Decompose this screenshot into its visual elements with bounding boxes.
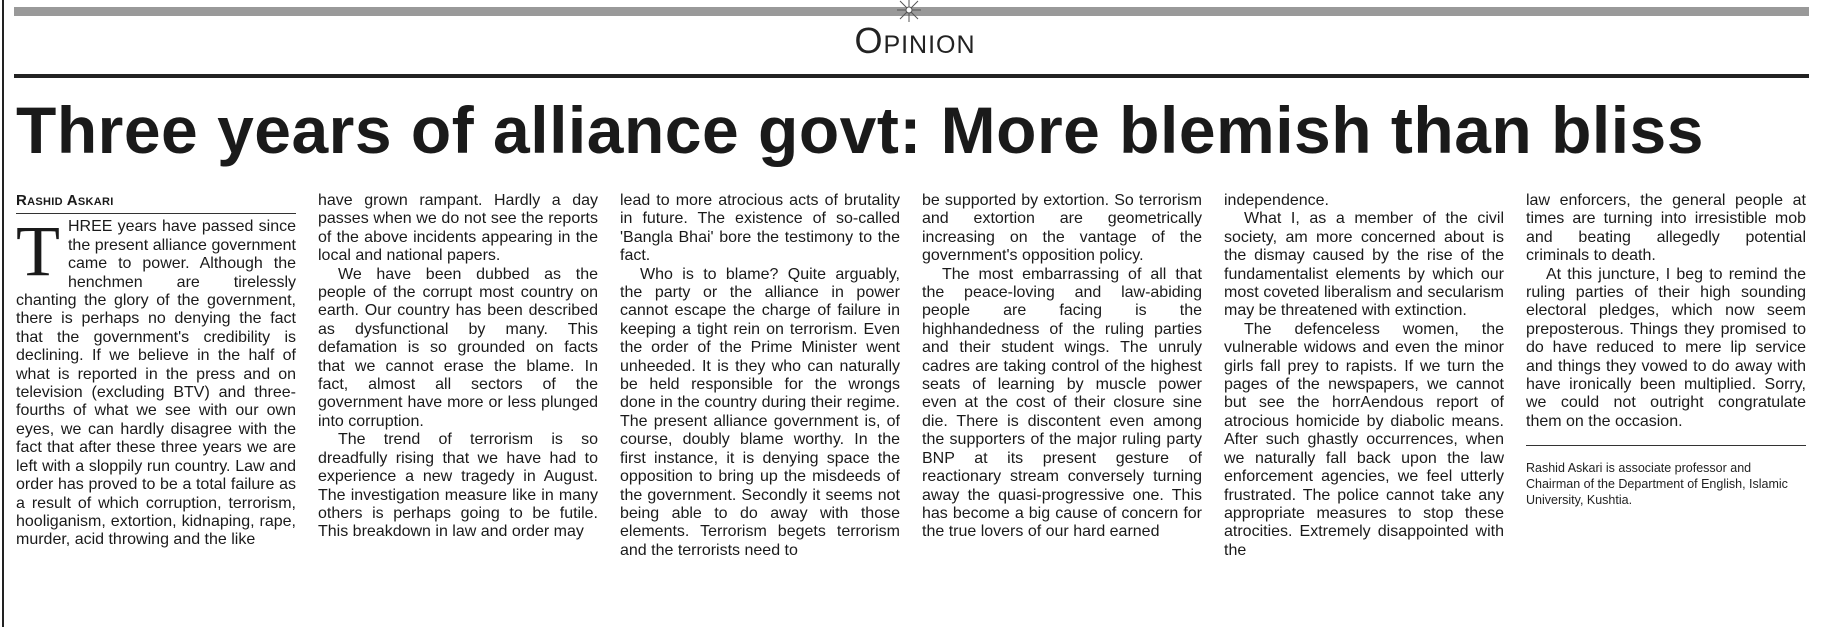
drop-cap: T [16,211,60,292]
author-bio: Rashid Askari is associate professor and Chairman of the Department of English, Islamic University, Kushtia. [1526,461,1788,508]
paragraph: What I, as a member of the civil society, am more concerned about is the dismay caused by the rise of the fundamentalist elements by which our most coveted liberalism and secularism may be threatened with extinction. [1224,210,1504,320]
paragraph: The trend of terrorism is so dreadfully rising that we have had to experience a new tragedy in August. The investigation measure like in many others is perhaps going to be futile. This breakdown in law and order may [318,431,598,541]
author-byline: Rashid Askari [16,192,296,214]
article-headline: Three years of alliance govt: More blemish than bliss [16,93,1704,167]
article-column-1 [16,192,296,550]
header-divider [14,74,1809,78]
page-left-border [2,0,4,627]
paragraph: HREE years have passed since the present alliance government came to power. Although the henchmen are tirelessly chanting the glory of the government, there is perhaps no denying the fact that the government's credibility is declining. If we believe in the half of what is reported in the press and on television (excluding BTV) and three-fourths of what we see with our own eyes, we can hardly disagree with the fact that after these three years we are left with a sloppily run country. Law and order has proved to be a total failure as a result of which corruption, terrorism, hooliganism, extortion, kidnaping, rape, murder, acid throwing and the like [16,218,296,549]
paragraph: independence. [1224,192,1329,209]
paragraph: Who is to blame? Quite arguably, the party or the alliance in power cannot escape the charge of failure in keeping a tight rein on terrorism. Even the order of the Prime Minister went unheeded. It is they who can naturally be held responsible for the wrongs done in the country during their regime. The present alliance government is, of course, doubly blame worthy. In the first instance, it is denying space the opposition to bring up the misdeeds of the government. Secondly it seems not being able to do away with those elements. Terrorism begets terrorism and the terrorists need to [620,265,900,559]
paragraph: lead to more atrocious acts of brutality in future. The existence of so-called 'Bangla Bhai' bore the testimony to the fact. [620,192,900,265]
paragraph: The most embarrassing of all that the peace-loving and law-abiding people are facing is the highhandedness of the ruling parties and their student wings. The unruly cadres are taking control of the highest seats of learning by muscle power even at the cost of their closure sine die. There is discontent even among the supporters of the major ruling party BNP at its present gesture of reactionary stream conversely turning away the quasi-progressive one. This has become a big cause of concern for the true lovers of our hard earned [922,265,1202,541]
paragraph: be supported by extortion. So terrorism and extortion are geometrically increasing on the vantage of the government's opposition policy. [922,192,1202,265]
paragraph: The defenceless women, the vulnerable widows and even the minor girls fall prey to rapists. If we turn the pages of the newspapers, we cannot but see the horrAendous report of atrocious homicide by diabolic means. After such ghastly occurrences, when we naturally fall back upon the law enforcement agencies, we feel utterly frustrated. The police cannot take any appropriate measures to stop these atrocities. Extremely disappointed with the [1224,320,1504,559]
article-column-6 [1526,192,1806,508]
article-column-5 [1224,192,1504,560]
paragraph: We have been dubbed as the people of the corrupt most country on earth. Our country has been described as dysfunctional by many. This defamation is so grounded on facts that we cannot erase the blame. In fact, almost all sectors of the government have more or less plunged into corruption. [318,265,598,430]
article-column-2 [318,192,598,542]
paragraph: have grown rampant. Hardly a day passes when we do not see the reports of the above incidents appearing in the local and national papers. [318,192,598,265]
paragraph: At this juncture, I beg to remind the ruling parties of their high sounding electoral pledges, which now seem preposterous. Things they promised to do have reduced to mere lip service and things they vowed to do away with have ironically been multiplied. Sorry, we could not outright congratulate them on the occasion. [1526,265,1806,430]
section-title: Opinion [854,20,976,61]
article-column-4 [922,192,1202,542]
paragraph: law enforcers, the general people at times are turning into irresistible mob and beating allegedly potential criminals to death. [1526,192,1806,265]
article-column-3 [620,192,900,560]
author-bio-block [1526,445,1806,508]
